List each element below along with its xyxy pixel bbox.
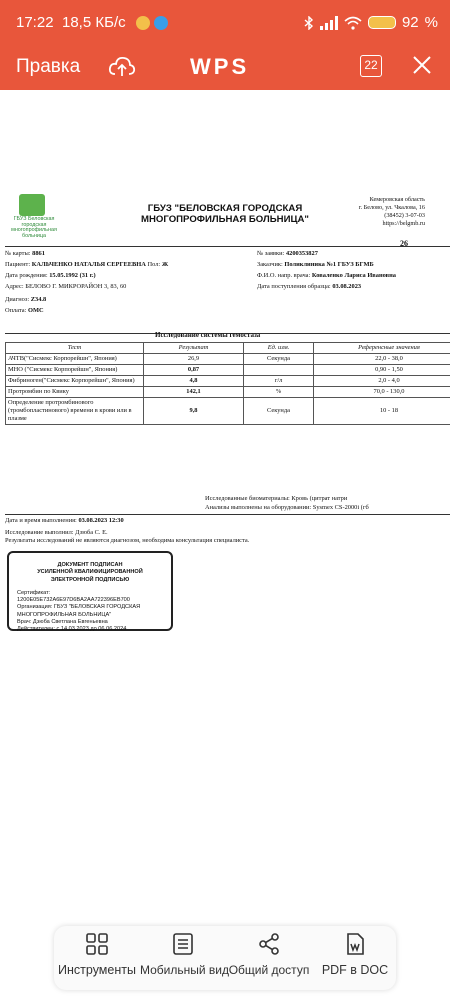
pdf-to-doc-button[interactable]: PDF в DOC	[312, 926, 398, 990]
cloud-upload-icon[interactable]	[108, 54, 136, 80]
status-time: 17:22	[16, 14, 54, 31]
wifi-icon	[344, 16, 362, 30]
order-info: № заявки: 4200353827 Заказчик: Поликлиника №1 ГБУЗ БГМБ Ф.И.О. напр. врача: Коваленко Лариса Ивановна Дата поступления образца: 03.08.2023	[257, 250, 397, 290]
share-button[interactable]: Общий доступ	[226, 926, 312, 990]
pdf-doc-icon	[343, 932, 367, 956]
system-icons: 92 %	[304, 14, 438, 31]
bluetooth-icon	[304, 16, 314, 30]
share-icon	[257, 932, 281, 956]
table-row: Протромбин по Квику 142,1 % 70,0 - 130,0	[6, 387, 450, 398]
biomaterial-line: Исследованные биоматериалы: Кровь (цитрат натри	[205, 495, 348, 502]
table-row: Определение протромбинового (тромбопластинового) времени в крови или в плазме 9,8 Секунда 10 - 18	[6, 398, 450, 425]
document-viewport[interactable]	[0, 90, 450, 925]
tools-button[interactable]: Инструменты	[54, 926, 140, 990]
status-speed: 18,5 КБ/с	[62, 14, 126, 31]
table-header-row: Тест Результат Ед. изм. Референсные значения	[6, 343, 450, 354]
edit-button[interactable]: Правка	[16, 56, 81, 77]
battery-icon	[368, 16, 396, 29]
organization-title: ГБУЗ "БЕЛОВСКАЯ ГОРОДСКАЯ МНОГОПРОФИЛЬНАЯ БОЛЬНИЦА"	[141, 203, 309, 226]
hospital-logo	[7, 194, 55, 240]
mobile-view-icon	[171, 932, 195, 956]
upload-notification-icon	[154, 16, 168, 30]
table-caption: Исследование системы гемостаза	[155, 331, 261, 339]
battery-level: 92	[401, 14, 419, 31]
table-row: АЧТВ("Сисмекс Корпорейшн", Япония) 26,9 Секунда 22,0 - 38,0	[6, 354, 450, 365]
table-row: МНО ("Сисмекс Корпорейшн", Япония) 0,87 0,90 - 1,50	[6, 365, 450, 376]
performer-line: Исследование выполнил: Дзюба С. Е.	[5, 529, 108, 536]
mobile-view-button[interactable]: Мобильный вид	[140, 926, 226, 990]
close-icon[interactable]	[411, 54, 433, 76]
results-table	[5, 342, 450, 425]
electronic-signature-stamp: ДОКУМЕНТ ПОДПИСАН УСИЛЕННОЙ КВАЛИФИЦИРОВАННОЙ ЭЛЕКТРОННОЙ ПОДПИСЬЮ Сертификат: 1200E05E732A6E97D6BA2AA722396EB700 Организация: ГБУЗ "БЕЛОВСКАЯ ГОРОДСКАЯ МНОГОПРОФИЛЬНАЯ БОЛЬНИЦА" Врач: Дзюба Светлана Евгеньевна Действителен: с 14.03.2023 до 06.06.2024	[7, 551, 173, 631]
grid-tools-icon	[85, 932, 109, 956]
patient-info: № карты: 8861 Пациент: КАЛЬЧЕНКО НАТАЛЬЯ СЕРГЕЕВНА Пол: Ж Дата рождения: 15.05.1992 (31 г.) Адрес: БЕЛОВО Г. МИКРОРАЙОН 3, 83, 60 Диагноз: Z34.8 Оплата: ОМС	[5, 250, 169, 314]
disclaimer-line: Результаты исследований не являются диагнозом, необходима консультация специалиста.	[5, 537, 250, 544]
page-count-button[interactable]: 22	[360, 55, 382, 77]
wps-logo: WPS	[190, 54, 250, 79]
page-number: 26	[400, 239, 408, 248]
signal-icon	[320, 16, 338, 30]
logo-caption: ГБУЗ Беловская городская многопрофильная больница	[11, 216, 57, 240]
logo-cross-icon	[19, 194, 45, 216]
analyzer-line: Анализы выполнены на оборудовании: Sysmex CS-2000i (гб	[205, 504, 369, 511]
app-toolbar	[0, 46, 450, 90]
table-row: Фибриноген("Сисмекс Корпорейшн", Япония) 4,8 г/л 2,0 - 4,0	[6, 376, 450, 387]
organization-address: Кемеровская область г. Белово, ул. Чкалова, 16 (38452) 3-07-03 https://belgmb.ru	[358, 196, 425, 228]
completed-line: Дата и время выполнения: 03.08.2023 12:30	[5, 517, 124, 524]
notification-app-icon	[136, 16, 150, 30]
status-bar	[0, 0, 450, 46]
bottom-toolbar	[54, 926, 396, 990]
